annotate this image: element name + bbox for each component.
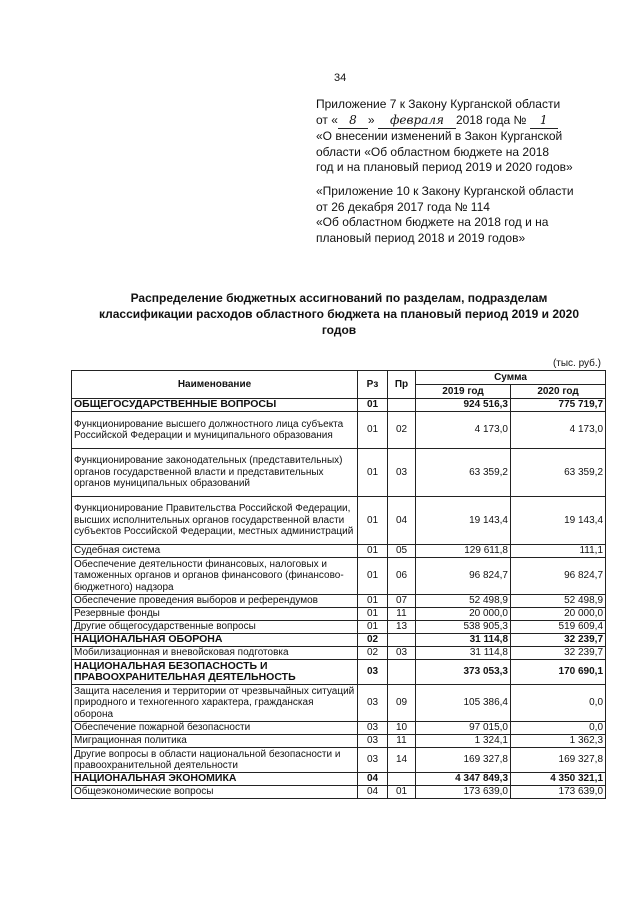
appendix-line: «О внесении изменений в Закон Курганской bbox=[316, 129, 563, 144]
header-row bbox=[72, 371, 606, 385]
table-section-row bbox=[72, 399, 606, 412]
appendix-current-header bbox=[316, 97, 606, 176]
row-name: НАЦИОНАЛЬНАЯ ОБОРОНА bbox=[72, 634, 358, 647]
row-pr: 10 bbox=[388, 722, 416, 735]
table-row bbox=[72, 685, 606, 722]
title-line: Распределение бюджетных ассигнований по разделам, подразделам bbox=[130, 291, 548, 305]
row-rz: 01 bbox=[358, 399, 388, 412]
appendix-date-line bbox=[316, 113, 606, 130]
handwritten-number: 1 bbox=[530, 113, 558, 130]
appendix-line: «Об областном бюджете на 2018 год и на bbox=[316, 215, 549, 230]
row-value-2019: 173 639,0 bbox=[416, 786, 511, 799]
row-name: Обеспечение деятельности финансовых, налоговых и таможенных органов и органов финансового (финансово-бюджетного) надзора bbox=[72, 558, 358, 595]
row-value-2019: 169 327,8 bbox=[416, 748, 511, 773]
row-name: НАЦИОНАЛЬНАЯ БЕЗОПАСНОСТЬ И ПРАВООХРАНИТЕЛЬНАЯ ДЕЯТЕЛЬНОСТЬ bbox=[72, 660, 358, 685]
table-row bbox=[72, 449, 606, 497]
row-rz: 01 bbox=[358, 608, 388, 621]
row-rz: 01 bbox=[358, 621, 388, 634]
row-pr: 03 bbox=[388, 647, 416, 660]
row-value-2019: 4 347 849,3 bbox=[416, 773, 511, 786]
row-pr: 03 bbox=[388, 449, 416, 497]
row-value-2020: 32 239,7 bbox=[511, 647, 606, 660]
row-value-2020: 169 327,8 bbox=[511, 748, 606, 773]
budget-table bbox=[71, 370, 606, 799]
row-rz: 01 bbox=[358, 449, 388, 497]
row-name: Миграционная политика bbox=[72, 735, 358, 748]
row-name: Обеспечение проведения выборов и референдумов bbox=[72, 595, 358, 608]
table-row bbox=[72, 621, 606, 634]
page-number: 34 bbox=[334, 72, 347, 84]
table-row bbox=[72, 558, 606, 595]
title-line: годов bbox=[321, 323, 357, 337]
row-value-2019: 373 053,3 bbox=[416, 660, 511, 685]
row-rz: 04 bbox=[358, 786, 388, 799]
row-value-2020: 32 239,7 bbox=[511, 634, 606, 647]
units-label: (тыс. руб.) bbox=[552, 358, 601, 369]
table-row bbox=[72, 608, 606, 621]
row-pr: 06 bbox=[388, 558, 416, 595]
row-value-2020: 4 350 321,1 bbox=[511, 773, 606, 786]
header-name: Наименование bbox=[72, 371, 358, 399]
row-value-2020: 52 498,9 bbox=[511, 595, 606, 608]
row-name: НАЦИОНАЛЬНАЯ ЭКОНОМИКА bbox=[72, 773, 358, 786]
row-value-2020: 20 000,0 bbox=[511, 608, 606, 621]
row-value-2019: 97 015,0 bbox=[416, 722, 511, 735]
row-value-2020: 519 609,4 bbox=[511, 621, 606, 634]
table-row bbox=[72, 412, 606, 449]
row-value-2020: 775 719,7 bbox=[511, 399, 606, 412]
row-value-2019: 31 114,8 bbox=[416, 647, 511, 660]
table-row bbox=[72, 722, 606, 735]
row-value-2019: 31 114,8 bbox=[416, 634, 511, 647]
row-pr: 11 bbox=[388, 735, 416, 748]
row-value-2019: 96 824,7 bbox=[416, 558, 511, 595]
row-value-2020: 0,0 bbox=[511, 722, 606, 735]
row-rz: 02 bbox=[358, 647, 388, 660]
row-value-2020: 1 362,3 bbox=[511, 735, 606, 748]
table-row bbox=[72, 595, 606, 608]
handwritten-month: февраля bbox=[378, 113, 456, 130]
appendix-line: области «Об областном бюджете на 2018 bbox=[316, 144, 550, 159]
row-rz: 01 bbox=[358, 497, 388, 545]
appendix-line: плановый период 2018 и 2019 годов» bbox=[316, 230, 526, 245]
header-2020: 2020 год bbox=[511, 385, 606, 399]
from-prefix: от « bbox=[316, 112, 338, 127]
row-pr: 14 bbox=[388, 748, 416, 773]
table-section-row bbox=[72, 773, 606, 786]
year-text: 2018 года № bbox=[455, 112, 527, 127]
row-pr bbox=[388, 634, 416, 647]
row-rz: 03 bbox=[358, 660, 388, 685]
row-pr bbox=[388, 773, 416, 786]
row-name: ОБЩЕГОСУДАРСТВЕННЫЕ ВОПРОСЫ bbox=[72, 399, 358, 412]
appendix-line: Приложение 7 к Закону Курганской области bbox=[316, 97, 561, 111]
header-rz: Рз bbox=[358, 371, 388, 399]
row-pr bbox=[388, 660, 416, 685]
appendix-line: «Приложение 10 к Закону Курганской области bbox=[316, 184, 574, 198]
row-rz: 01 bbox=[358, 545, 388, 558]
header-pr: Пр bbox=[388, 371, 416, 399]
row-name: Судебная система bbox=[72, 545, 358, 558]
row-value-2019: 63 359,2 bbox=[416, 449, 511, 497]
table-row bbox=[72, 497, 606, 545]
row-name: Защита населения и территории от чрезвычайных ситуаций природного и техногенного характера, гражданская оборона bbox=[72, 685, 358, 722]
row-rz: 03 bbox=[358, 685, 388, 722]
table-row bbox=[72, 545, 606, 558]
row-value-2019: 129 611,8 bbox=[416, 545, 511, 558]
row-value-2019: 1 324,1 bbox=[416, 735, 511, 748]
row-name: Другие общегосударственные вопросы bbox=[72, 621, 358, 634]
table-section-row bbox=[72, 660, 606, 685]
row-rz: 03 bbox=[358, 735, 388, 748]
row-value-2019: 924 516,3 bbox=[416, 399, 511, 412]
row-name: Резервные фонды bbox=[72, 608, 358, 621]
row-pr bbox=[388, 399, 416, 412]
row-name: Функционирование высшего должностного лица субъекта Российской Федерации и муниципального образования bbox=[72, 412, 358, 449]
row-value-2019: 105 386,4 bbox=[416, 685, 511, 722]
appendix-line: от 26 декабря 2017 года № 114 bbox=[316, 199, 490, 214]
row-rz: 02 bbox=[358, 634, 388, 647]
table-row bbox=[72, 748, 606, 773]
row-pr: 05 bbox=[388, 545, 416, 558]
row-rz: 04 bbox=[358, 773, 388, 786]
header-2019: 2019 год bbox=[416, 385, 511, 399]
row-pr: 09 bbox=[388, 685, 416, 722]
row-rz: 01 bbox=[358, 595, 388, 608]
row-value-2019: 4 173,0 bbox=[416, 412, 511, 449]
row-name: Мобилизационная и вневойсковая подготовка bbox=[72, 647, 358, 660]
row-value-2019: 52 498,9 bbox=[416, 595, 511, 608]
row-value-2020: 96 824,7 bbox=[511, 558, 606, 595]
row-pr: 07 bbox=[388, 595, 416, 608]
row-value-2020: 19 143,4 bbox=[511, 497, 606, 545]
table-row bbox=[72, 735, 606, 748]
budget-table-body bbox=[72, 399, 606, 799]
row-pr: 02 bbox=[388, 412, 416, 449]
appendix-original-header bbox=[316, 184, 606, 246]
row-pr: 11 bbox=[388, 608, 416, 621]
row-pr: 04 bbox=[388, 497, 416, 545]
row-value-2019: 19 143,4 bbox=[416, 497, 511, 545]
document-title bbox=[66, 290, 612, 338]
table-row bbox=[72, 786, 606, 799]
row-name: Другие вопросы в области национальной безопасности и правоохранительной деятельности bbox=[72, 748, 358, 773]
row-rz: 01 bbox=[358, 412, 388, 449]
table-section-row bbox=[72, 634, 606, 647]
row-value-2020: 63 359,2 bbox=[511, 449, 606, 497]
title-line: классификации расходов областного бюджета на плановый период 2019 и 2020 bbox=[98, 307, 580, 321]
row-value-2019: 20 000,0 bbox=[416, 608, 511, 621]
row-pr: 13 bbox=[388, 621, 416, 634]
row-value-2020: 111,1 bbox=[511, 545, 606, 558]
row-name: Общеэкономические вопросы bbox=[72, 786, 358, 799]
table-row bbox=[72, 647, 606, 660]
row-value-2019: 538 905,3 bbox=[416, 621, 511, 634]
handwritten-day: 8 bbox=[338, 113, 368, 130]
row-rz: 01 bbox=[358, 558, 388, 595]
row-pr: 01 bbox=[388, 786, 416, 799]
appendix-line: год и на плановый период 2019 и 2020 годов» bbox=[316, 160, 573, 175]
row-name: Функционирование Правительства Российской Федерации, высших исполнительных органов государственной власти субъектов Российской Федерации, местных администраций bbox=[72, 497, 358, 545]
row-rz: 03 bbox=[358, 722, 388, 735]
row-value-2020: 4 173,0 bbox=[511, 412, 606, 449]
row-value-2020: 173 639,0 bbox=[511, 786, 606, 799]
row-name: Функционирование законодательных (представительных) органов государственной власти и представительных органов муниципальных образований bbox=[72, 449, 358, 497]
row-value-2020: 0,0 bbox=[511, 685, 606, 722]
row-rz: 03 bbox=[358, 748, 388, 773]
header-sum: Сумма bbox=[416, 371, 606, 385]
row-value-2020: 170 690,1 bbox=[511, 660, 606, 685]
quote-close: » bbox=[367, 112, 375, 127]
row-name: Обеспечение пожарной безопасности bbox=[72, 722, 358, 735]
